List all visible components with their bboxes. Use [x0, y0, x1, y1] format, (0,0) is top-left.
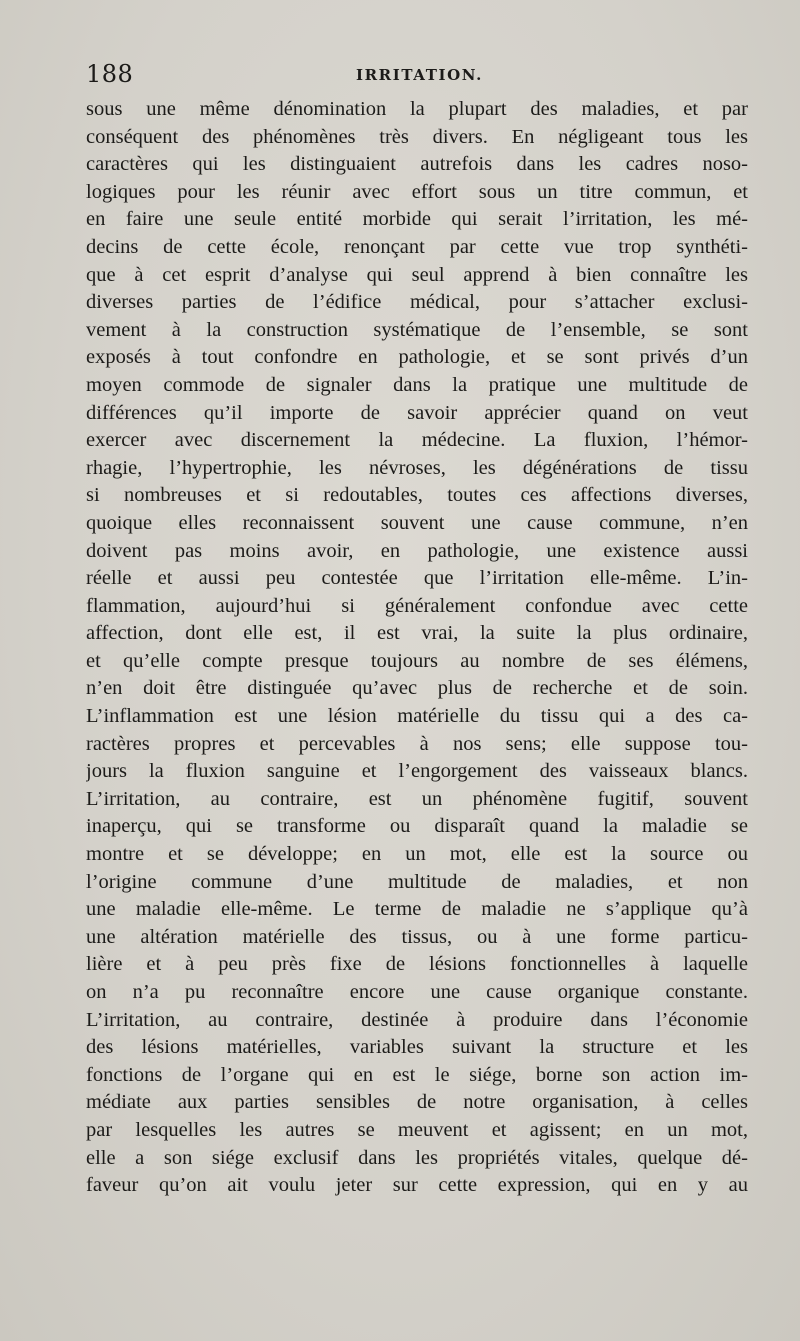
text-line: moyen commode de signaler dans la pratique une multitude de	[86, 373, 748, 396]
text-line: faveur qu’on ait voulu jeter sur cette expression, qui en y au	[86, 1174, 748, 1197]
text-line: lière et à peu près fixe de lésions fonctionnelles à laquelle	[86, 953, 748, 976]
text-line: exercer avec discernement la médecine. La fluxion, l’hémor-	[86, 429, 748, 452]
text-line: caractères qui les distinguaient autrefois dans les cadres noso-	[86, 153, 748, 176]
text-line: que à cet esprit d’analyse qui seul apprend à bien connaître les	[86, 263, 748, 286]
text-line: jours la fluxion sanguine et l’engorgement des vaisseaux blancs.	[86, 760, 748, 783]
text-line: decins de cette école, renonçant par cette vue trop synthéti-	[86, 235, 748, 258]
text-line: montre et se développe; en un mot, elle est la source ou	[86, 843, 748, 866]
text-line: quoique elles reconnaissent souvent une cause commune, n’en	[86, 511, 748, 534]
text-line: flammation, aujourd’hui si généralement confondue avec cette	[86, 594, 748, 617]
text-line: exposés à tout confondre en pathologie, et se sont privés d’un	[86, 346, 748, 369]
text-line: si nombreuses et si redoutables, toutes ces affections diverses,	[86, 484, 748, 507]
text-line: des lésions matérielles, variables suivant la structure et les	[86, 1036, 748, 1059]
text-line: rhagie, l’hypertrophie, les névroses, les dégénérations de tissu	[86, 456, 748, 479]
text-line: fonctions de l’organe qui en est le siége, borne son action im-	[86, 1063, 748, 1086]
text-line: elle a son siége exclusif dans les propriétés vitales, quelque dé-	[86, 1146, 748, 1169]
text-line: une maladie elle-même. Le terme de maladie ne s’applique qu’à	[86, 898, 748, 921]
text-line: en faire une seule entité morbide qui serait l’irritation, les mé-	[86, 208, 748, 231]
text-line: L’irritation, au contraire, destinée à produire dans l’économie	[86, 1008, 748, 1031]
text-line: doivent pas moins avoir, en pathologie, une existence aussi	[86, 539, 748, 562]
text-line: vement à la construction systématique de l’ensemble, se sont	[86, 318, 748, 341]
text-line: par lesquelles les autres se meuvent et agissent; en un mot,	[86, 1118, 748, 1141]
text-line: réelle et aussi peu contestée que l’irritation elle-même. L’in-	[86, 567, 748, 590]
text-line: logiques pour les réunir avec effort sous un titre commun, et	[86, 180, 748, 203]
text-line: conséquent des phénomènes très divers. En négligeant tous les	[86, 125, 748, 148]
text-line: différences qu’il importe de savoir apprécier quand on veut	[86, 401, 748, 424]
text-line: l’origine commune d’une multitude de maladies, et non	[86, 870, 748, 893]
text-line: inaperçu, qui se transforme ou disparaît quand la maladie se	[86, 815, 748, 838]
page-header	[86, 60, 748, 90]
text-line: affection, dont elle est, il est vrai, la suite la plus ordinaire,	[86, 622, 748, 645]
text-line: une altération matérielle des tissus, ou à une forme particu-	[86, 925, 748, 948]
text-line: médiate aux parties sensibles de notre organisation, à celles	[86, 1091, 748, 1114]
text-line: et qu’elle compte presque toujours au nombre de ses élémens,	[86, 649, 748, 672]
text-line: L’inflammation est une lésion matérielle du tissu qui a des ca-	[86, 705, 748, 728]
text-line: on n’a pu reconnaître encore une cause organique constante.	[86, 981, 748, 1003]
text-line: sous une même dénomination la plupart des maladies, et par	[86, 98, 748, 120]
text-line: n’en doit être distinguée qu’avec plus de recherche et de soin.	[86, 677, 748, 700]
text-line: ractères propres et percevables à nos sens; elle suppose tou-	[86, 732, 748, 755]
running-head: IRRITATION.	[356, 66, 483, 84]
text-line: L’irritation, au contraire, est un phénomène fugitif, souvent	[86, 787, 748, 810]
page-number: 188	[86, 60, 134, 88]
text-line: diverses parties de l’édifice médical, pour s’attacher exclusi-	[86, 291, 748, 314]
body-text	[86, 96, 748, 1200]
